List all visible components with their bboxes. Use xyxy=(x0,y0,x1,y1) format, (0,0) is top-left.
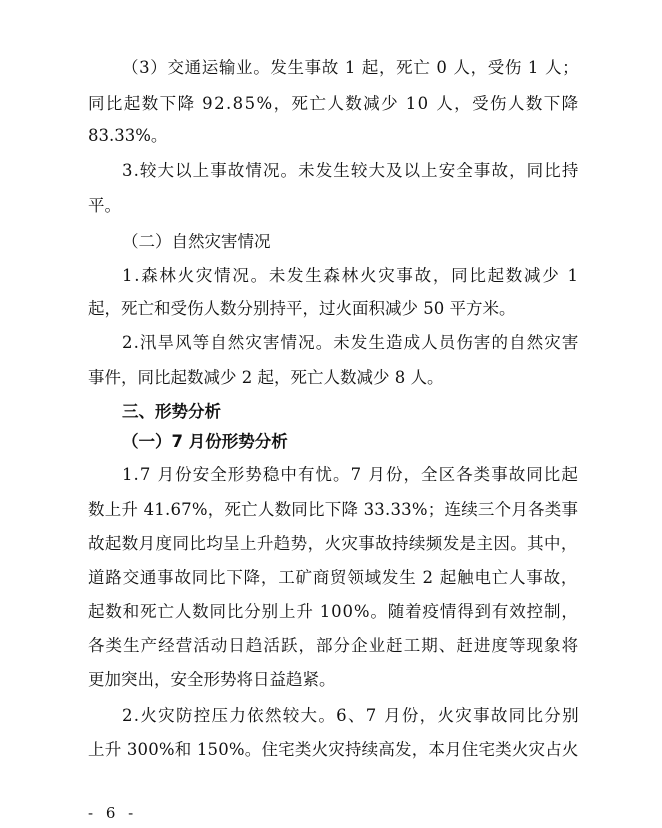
paragraph-line: 起数和死亡人数同比分别上升 100%。随着疫情得到有效控制， xyxy=(88,602,579,621)
page-number: - 6 - xyxy=(88,804,138,822)
section-subheading: （一）7 月份形势分析 xyxy=(122,432,288,451)
paragraph-line: 1.7 月份安全形势稳中有忧。7 月份，全区各类事故同比起 xyxy=(122,465,579,484)
paragraph-line: 各类生产经营活动日趋活跃，部分企业赶工期、赶进度等现象将 xyxy=(88,636,580,655)
paragraph-line: 更加突出，安全形势将日益趋紧。 xyxy=(88,670,336,689)
paragraph-line: （3）交通运输业。发生事故 1 起，死亡 0 人，受伤 1 人； xyxy=(122,58,580,77)
paragraph-line: 数上升 41.67%，死亡人数同比下降 33.33%；连续三个月各类事 xyxy=(88,500,579,519)
paragraph-line: 2.汛旱风等自然灾害情况。未发生造成人员伤害的自然灾害 xyxy=(122,333,580,352)
paragraph-line: 2.火灾防控压力依然较大。6、7 月份，火灾事故同比分别 xyxy=(122,706,580,725)
paragraph-line: 1.森林火灾情况。未发生森林火灾事故，同比起数减少 1 xyxy=(122,266,580,285)
paragraph-line: 平。 xyxy=(88,196,121,215)
paragraph-line: 3.较大以上事故情况。未发生较大及以上安全事故，同比持 xyxy=(122,161,580,180)
paragraph-line: 事件，同比起数减少 2 起，死亡人数减少 8 人。 xyxy=(88,368,444,387)
paragraph-line: 起，死亡和受伤人数分别持平，过火面积减少 50 平方米。 xyxy=(88,299,516,318)
paragraph-line: 故起数月度同比均呈上升趋势，火灾事故持续频发是主因。其中， xyxy=(88,534,578,553)
section-subheading: （二）自然灾害情况 xyxy=(122,232,271,251)
paragraph-line: 上升 300%和 150%。住宅类火灾持续高发，本月住宅类火灾占火 xyxy=(88,740,579,759)
section-heading: 三、形势分析 xyxy=(122,402,221,421)
paragraph-line: 同比起数下降 92.85%，死亡人数减少 10 人，受伤人数下降 xyxy=(88,94,580,113)
paragraph-line: 道路交通事故同比下降，工矿商贸领域发生 2 起触电亡人事故， xyxy=(88,568,579,587)
paragraph-line: 83.33%。 xyxy=(88,126,168,145)
